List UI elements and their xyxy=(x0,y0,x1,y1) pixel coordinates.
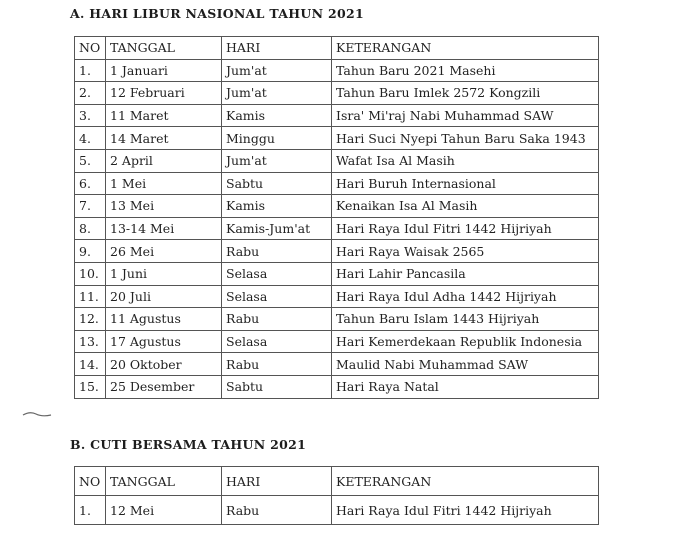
cell-tanggal: 20 Oktober xyxy=(106,353,222,376)
cell-keterangan: Isra' Mi'raj Nabi Muhammad SAW xyxy=(332,104,599,127)
cell-keterangan: Hari Suci Nyepi Tahun Baru Saka 1943 xyxy=(332,127,599,150)
cell-hari: Selasa xyxy=(222,285,332,308)
cell-hari: Sabtu xyxy=(222,375,332,398)
cell-tanggal: 11 Agustus xyxy=(106,308,222,331)
cell-hari: Rabu xyxy=(222,308,332,331)
cell-keterangan: Maulid Nabi Muhammad SAW xyxy=(332,353,599,376)
cell-no: 7. xyxy=(75,195,106,218)
table-row xyxy=(75,217,599,240)
cell-hari: Selasa xyxy=(222,330,332,353)
holiday-table xyxy=(74,36,599,399)
section-a-title: A. HARI LIBUR NASIONAL TAHUN 2021 xyxy=(70,6,364,21)
cell-keterangan: Hari Raya Waisak 2565 xyxy=(332,240,599,263)
cell-hari: Sabtu xyxy=(222,172,332,195)
header-hari: HARI xyxy=(222,37,332,60)
cell-no: 2. xyxy=(75,82,106,105)
cell-hari: Selasa xyxy=(222,262,332,285)
cell-hari: Minggu xyxy=(222,127,332,150)
cell-hari: Jum'at xyxy=(222,59,332,82)
cell-keterangan: Hari Kemerdekaan Republik Indonesia xyxy=(332,330,599,353)
table-row xyxy=(75,172,599,195)
header-hari: HARI xyxy=(222,467,332,496)
table-row xyxy=(75,330,599,353)
header-no: NO xyxy=(75,467,106,496)
table-row xyxy=(75,59,599,82)
cell-no: 1. xyxy=(75,496,106,525)
table-row xyxy=(75,104,599,127)
table-row xyxy=(75,375,599,398)
cell-no: 3. xyxy=(75,104,106,127)
cell-keterangan: Hari Raya Natal xyxy=(332,375,599,398)
cell-keterangan: Hari Buruh Internasional xyxy=(332,172,599,195)
cell-hari: Kamis-Jum'at xyxy=(222,217,332,240)
cell-tanggal: 17 Agustus xyxy=(106,330,222,353)
cell-no: 4. xyxy=(75,127,106,150)
table-header-row xyxy=(75,37,599,60)
cell-no: 14. xyxy=(75,353,106,376)
header-keterangan: KETERANGAN xyxy=(332,37,599,60)
cell-hari: Kamis xyxy=(222,195,332,218)
header-keterangan: KETERANGAN xyxy=(332,467,599,496)
section-b-title: B. CUTI BERSAMA TAHUN 2021 xyxy=(70,437,307,452)
cell-keterangan: Kenaikan Isa Al Masih xyxy=(332,195,599,218)
table-row xyxy=(75,82,599,105)
table-row xyxy=(75,262,599,285)
cell-no: 8. xyxy=(75,217,106,240)
leave-table xyxy=(74,466,599,525)
table-row xyxy=(75,285,599,308)
holiday-table-body xyxy=(75,59,599,398)
cell-tanggal: 13-14 Mei xyxy=(106,217,222,240)
scan-artifact-mark xyxy=(22,410,52,418)
cell-keterangan: Hari Raya Idul Fitri 1442 Hijriyah xyxy=(332,496,599,525)
cell-no: 9. xyxy=(75,240,106,263)
table-row xyxy=(75,127,599,150)
cell-tanggal: 2 April xyxy=(106,149,222,172)
cell-no: 12. xyxy=(75,308,106,331)
cell-no: 10. xyxy=(75,262,106,285)
cell-hari: Rabu xyxy=(222,353,332,376)
cell-keterangan: Wafat Isa Al Masih xyxy=(332,149,599,172)
cell-tanggal: 26 Mei xyxy=(106,240,222,263)
cell-tanggal: 11 Maret xyxy=(106,104,222,127)
cell-hari: Jum'at xyxy=(222,149,332,172)
header-tanggal: TANGGAL xyxy=(106,37,222,60)
table-row xyxy=(75,308,599,331)
table-row xyxy=(75,240,599,263)
cell-keterangan: Hari Raya Idul Fitri 1442 Hijriyah xyxy=(332,217,599,240)
header-no: NO xyxy=(75,37,106,60)
cell-hari: Jum'at xyxy=(222,82,332,105)
cell-tanggal: 20 Juli xyxy=(106,285,222,308)
cell-no: 6. xyxy=(75,172,106,195)
cell-no: 13. xyxy=(75,330,106,353)
header-tanggal: TANGGAL xyxy=(106,467,222,496)
table-row xyxy=(75,496,599,525)
cell-hari: Rabu xyxy=(222,240,332,263)
cell-tanggal: 13 Mei xyxy=(106,195,222,218)
cell-keterangan: Hari Lahir Pancasila xyxy=(332,262,599,285)
cell-keterangan: Hari Raya Idul Adha 1442 Hijriyah xyxy=(332,285,599,308)
cell-keterangan: Tahun Baru 2021 Masehi xyxy=(332,59,599,82)
cell-tanggal: 12 Februari xyxy=(106,82,222,105)
cell-no: 11. xyxy=(75,285,106,308)
table-row xyxy=(75,149,599,172)
cell-tanggal: 12 Mei xyxy=(106,496,222,525)
table-header-row xyxy=(75,467,599,496)
cell-tanggal: 1 Januari xyxy=(106,59,222,82)
cell-tanggal: 1 Juni xyxy=(106,262,222,285)
cell-hari: Rabu xyxy=(222,496,332,525)
leave-table-body xyxy=(75,496,599,525)
cell-tanggal: 14 Maret xyxy=(106,127,222,150)
cell-no: 15. xyxy=(75,375,106,398)
cell-no: 5. xyxy=(75,149,106,172)
cell-keterangan: Tahun Baru Imlek 2572 Kongzili xyxy=(332,82,599,105)
cell-keterangan: Tahun Baru Islam 1443 Hijriyah xyxy=(332,308,599,331)
table-row xyxy=(75,353,599,376)
table-row xyxy=(75,195,599,218)
cell-tanggal: 1 Mei xyxy=(106,172,222,195)
cell-hari: Kamis xyxy=(222,104,332,127)
cell-no: 1. xyxy=(75,59,106,82)
cell-tanggal: 25 Desember xyxy=(106,375,222,398)
